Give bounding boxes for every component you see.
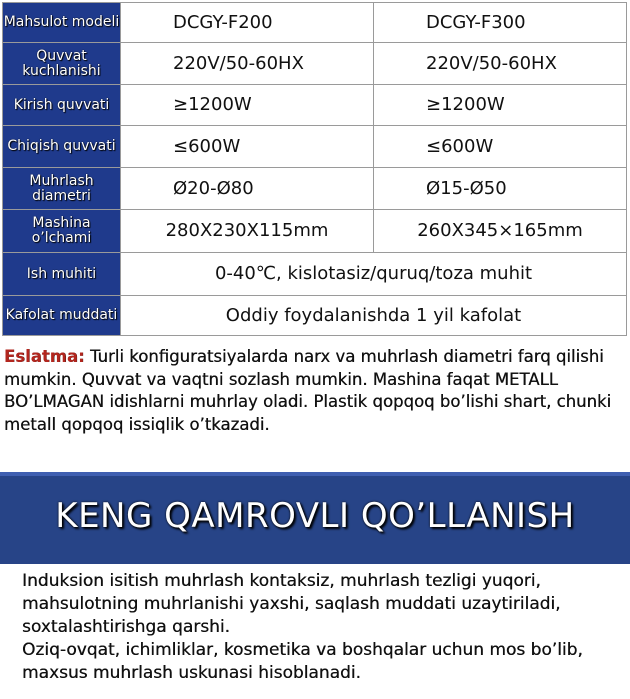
table-row: [3, 253, 627, 296]
row-value-f300: 260X345×165mm: [374, 210, 627, 253]
note-text: Turli konfiguratsiyalarda narx va muhrlash diametri farq qilishi mumkin. Quvvat va vaqtni sozlash mumkin. Mashina faqat METALL BO’LMAGAN idishlarni muhrlay oladi. Plastik qopqoq bo’lishi shart, chunki metall qopqoq issiqlik o’tkazadi.: [4, 347, 612, 434]
row-value-f200: Ø20-Ø80: [121, 168, 374, 210]
note-paragraph: [4, 346, 626, 436]
row-label: Mahsulot modeli: [3, 3, 121, 43]
row-label: Quvvat kuchlanishi: [3, 43, 121, 85]
row-value-f200: DCGY-F200: [121, 3, 374, 43]
description: [22, 570, 628, 685]
row-label: Ish muhiti: [3, 253, 121, 296]
table-row: [3, 296, 627, 336]
row-label: Chiqish quvvati: [3, 126, 121, 168]
row-value-f300: Ø15-Ø50: [374, 168, 627, 210]
row-value-f200: ≤600W: [121, 126, 374, 168]
table-row: [3, 85, 627, 126]
env-value: 0-40℃, kislotasiz/quruq/toza muhit: [121, 253, 627, 296]
row-label: Kafolat muddati: [3, 296, 121, 336]
banner-accent-line: [0, 472, 630, 476]
row-value-f300: 220V/50-60HX: [374, 43, 627, 85]
warranty-value: Oddiy foydalanishda 1 yil kafolat: [121, 296, 627, 336]
table-row: [3, 3, 627, 43]
spec-table: [2, 2, 627, 336]
row-label: Kirish quvvati: [3, 85, 121, 126]
table-row: [3, 126, 627, 168]
description-line: Induksion isitish muhrlash kontaksiz, muhrlash tezligi yuqori, mahsulotning muhrlanishi yaxshi, saqlash muddati uzaytiriladi, soxtalashtirishga qarshi.: [22, 571, 561, 637]
table-row: [3, 168, 627, 210]
table-row: [3, 210, 627, 253]
description-line: Oziq-ovqat, ichimliklar, kosmetika va boshqalar uchun mos bo’lib, maxsus muhrlash uskunasi hisoblanadi.: [22, 640, 583, 683]
row-value-f300: ≤600W: [374, 126, 627, 168]
row-label: Mashina o’lchami: [3, 210, 121, 253]
row-value-f200: 280X230X115mm: [121, 210, 374, 253]
section-banner: [0, 472, 630, 564]
table-row: [3, 43, 627, 85]
row-label: Muhrlash diametri: [3, 168, 121, 210]
note-tag: Eslatma:: [4, 347, 85, 366]
row-value-f200: ≥1200W: [121, 85, 374, 126]
row-value-f300: DCGY-F300: [374, 3, 627, 43]
banner-title: KENG QAMROVLI QO’LLANISH: [55, 496, 575, 536]
row-value-f300: ≥1200W: [374, 85, 627, 126]
row-value-f200: 220V/50-60HX: [121, 43, 374, 85]
